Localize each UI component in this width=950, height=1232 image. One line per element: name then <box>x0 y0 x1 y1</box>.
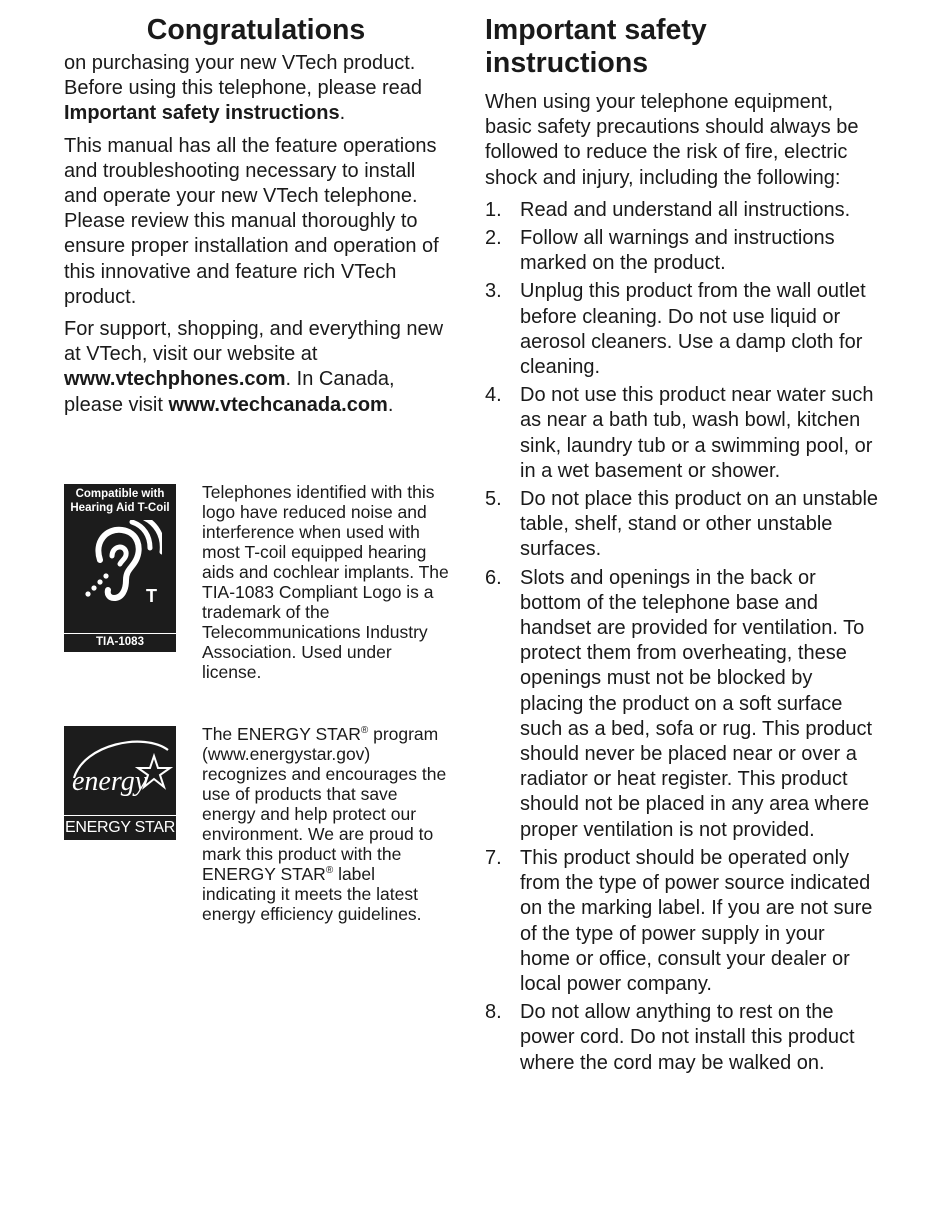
safety-reference: Important safety instructions <box>64 102 340 125</box>
safety-heading: Important safety instructions <box>485 14 707 79</box>
svg-text:T: T <box>146 586 157 606</box>
right-column <box>485 0 880 1079</box>
energy-star-logo <box>64 726 176 840</box>
safety-item: 3. Unplug this product from the wall outlet before cleaning. Do not use liquid or aerosol cleaners. Use a damp cloth for cleaning. <box>485 280 866 379</box>
congratulations-heading: Congratulations <box>146 14 366 46</box>
vtechcanada-url: www.vtechcanada.com <box>168 393 388 416</box>
svg-text:energy: energy <box>72 766 148 797</box>
hearing-aid-icon <box>82 520 162 612</box>
energy-star-footer: ENERGY STAR <box>64 815 176 840</box>
tcoil-logo-header: Compatible with Hearing Aid T-Coil <box>70 488 170 514</box>
safety-item: 8. Do not allow anything to rest on the power cord. Do not install this product where the cord may be walked on. <box>485 1001 855 1074</box>
support-paragraph: For support, shopping, and everything new at VTech, visit our website at www.vtechphones.com. In Canada, please visit www.vtechcanada.com. <box>64 318 444 416</box>
safety-item: 5. Do not place this product on an unstable table, shelf, stand or other unstable surfaces. <box>485 488 879 561</box>
safety-item: 2. Follow all warnings and instructions marked on the product. <box>485 227 835 275</box>
tcoil-logo <box>64 484 176 652</box>
vtechphones-url: www.vtechphones.com <box>64 368 286 391</box>
energy-star-description: The ENERGY STAR® program (www.energystar.gov) recognizes and encourages the use of products that save energy and help protect our environment. We are proud to mark this product with the ENERGY STAR® label indicating it meets the latest energy efficiency guidelines. <box>202 724 447 924</box>
safety-item: 4. Do not use this product near water such as near a bath tub, wash bowl, kitchen sink, laundry tub or a swimming pool, or in a wet basement or shower. <box>485 384 874 482</box>
left-column <box>64 0 448 425</box>
tcoil-logo-footer: TIA-1083 <box>64 633 176 652</box>
safety-item: 7. This product should be operated only from the type of power source indicated on the marking label. If you are not sure of the type of power supply in your home or office, consult your dealer or local power company. <box>485 846 873 995</box>
safety-list <box>485 198 880 1076</box>
safety-item: 6. Slots and openings in the back or bottom of the telephone base and handset are provided for ventilation. To protect them from overheating, these openings must not be blocked by placing the product on a soft surface such as a bed, sofa or rug. This product should never be placed near or over a radiator or heat register. This product should not be placed in any area where proper ventilation is not provided. <box>485 566 873 841</box>
energy-star-icon <box>64 726 176 816</box>
manual-paragraph: This manual has all the feature operations and troubleshooting necessary to install and operate your new VTech telephone. Please review this manual thoroughly to ensure proper installation and operation of this innovative and feature rich VTech product. <box>64 134 439 308</box>
safety-intro: When using your telephone equipment, basic safety precautions should always be followed to reduce the risk of fire, electric shock and injury, including the following: <box>485 91 859 189</box>
tcoil-description: Telephones identified with this logo have reduced noise and interference when used with most T-coil equipped hearing aids and cochlear implants. The TIA-1083 Compliant Logo is a trademark of the Telecommunications Industry Association. Used under license. <box>202 482 449 682</box>
intro-paragraph: on purchasing your new VTech product. Before using this telephone, please read Important safety instructions. <box>64 52 423 125</box>
safety-item: 1. Read and understand all instructions. <box>485 198 851 221</box>
